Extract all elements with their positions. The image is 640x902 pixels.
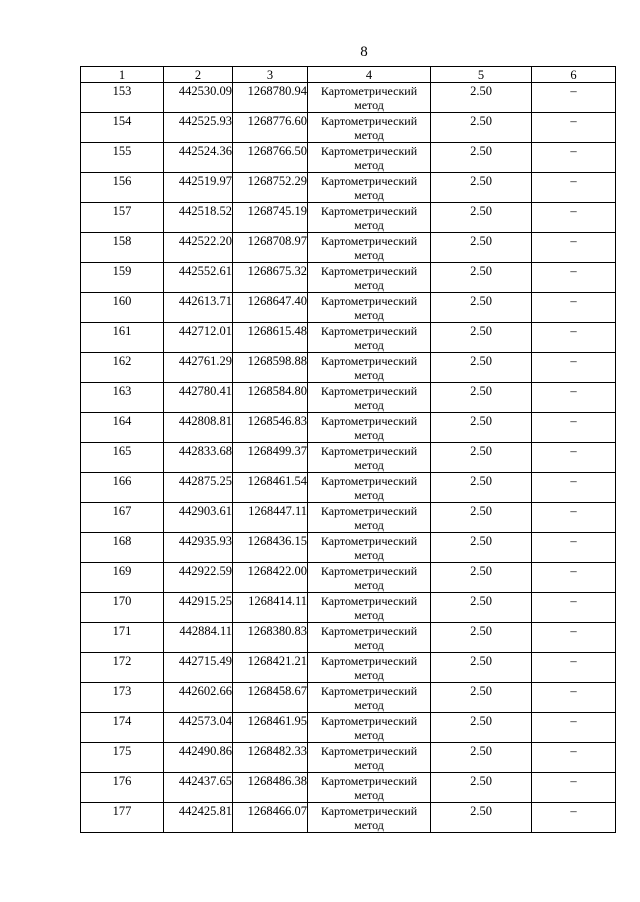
table-row: [81, 293, 616, 323]
accuracy-cell: 2.50: [431, 263, 532, 293]
description-cell: –: [532, 743, 616, 773]
x-coordinate-cell: 442761.29: [164, 353, 233, 383]
y-coordinate-cell: 1268780.94: [233, 83, 308, 113]
table-row: [81, 443, 616, 473]
point-number-cell: 177: [81, 803, 164, 833]
y-coordinate-cell: 1268752.29: [233, 173, 308, 203]
y-coordinate-cell: 1268647.40: [233, 293, 308, 323]
x-coordinate-cell: 442712.01: [164, 323, 233, 353]
table-row: [81, 353, 616, 383]
y-coordinate-cell: 1268466.07: [233, 803, 308, 833]
point-number-cell: 164: [81, 413, 164, 443]
accuracy-cell: 2.50: [431, 563, 532, 593]
method-cell: Картометрический метод: [308, 143, 431, 173]
method-cell: Картометрический метод: [308, 323, 431, 353]
table-row: [81, 323, 616, 353]
point-number-cell: 173: [81, 683, 164, 713]
table-row: [81, 593, 616, 623]
method-cell: Картометрический метод: [308, 803, 431, 833]
description-cell: –: [532, 443, 616, 473]
accuracy-cell: 2.50: [431, 293, 532, 323]
point-number-cell: 162: [81, 353, 164, 383]
table-header-row: [81, 67, 616, 83]
y-coordinate-cell: 1268546.83: [233, 413, 308, 443]
accuracy-cell: 2.50: [431, 443, 532, 473]
description-cell: –: [532, 533, 616, 563]
description-cell: –: [532, 323, 616, 353]
page-number: 8: [360, 44, 368, 60]
description-cell: –: [532, 83, 616, 113]
x-coordinate-cell: 442833.68: [164, 443, 233, 473]
point-number-cell: 163: [81, 383, 164, 413]
x-coordinate-cell: 442613.71: [164, 293, 233, 323]
point-number-cell: 167: [81, 503, 164, 533]
x-coordinate-cell: 442437.65: [164, 773, 233, 803]
column-header-3: 3: [233, 67, 308, 83]
column-header-2: 2: [164, 67, 233, 83]
description-cell: –: [532, 143, 616, 173]
description-cell: –: [532, 413, 616, 443]
table-row: [81, 503, 616, 533]
point-number-cell: 158: [81, 233, 164, 263]
table-row: [81, 83, 616, 113]
x-coordinate-cell: 442552.61: [164, 263, 233, 293]
x-coordinate-cell: 442875.25: [164, 473, 233, 503]
table-row: [81, 533, 616, 563]
y-coordinate-cell: 1268422.00: [233, 563, 308, 593]
description-cell: –: [532, 173, 616, 203]
accuracy-cell: 2.50: [431, 473, 532, 503]
accuracy-cell: 2.50: [431, 773, 532, 803]
table-row: [81, 683, 616, 713]
method-cell: Картометрический метод: [308, 623, 431, 653]
point-number-cell: 165: [81, 443, 164, 473]
accuracy-cell: 2.50: [431, 383, 532, 413]
accuracy-cell: 2.50: [431, 413, 532, 443]
accuracy-cell: 2.50: [431, 143, 532, 173]
accuracy-cell: 2.50: [431, 203, 532, 233]
method-cell: Картометрический метод: [308, 533, 431, 563]
description-cell: –: [532, 773, 616, 803]
accuracy-cell: 2.50: [431, 623, 532, 653]
table-row: [81, 653, 616, 683]
y-coordinate-cell: 1268486.38: [233, 773, 308, 803]
description-cell: –: [532, 803, 616, 833]
point-number-cell: 157: [81, 203, 164, 233]
y-coordinate-cell: 1268421.21: [233, 653, 308, 683]
method-cell: Картометрический метод: [308, 83, 431, 113]
description-cell: –: [532, 653, 616, 683]
method-cell: Картометрический метод: [308, 593, 431, 623]
table-row: [81, 113, 616, 143]
method-cell: Картометрический метод: [308, 563, 431, 593]
method-cell: Картометрический метод: [308, 203, 431, 233]
method-cell: Картометрический метод: [308, 113, 431, 143]
x-coordinate-cell: 442602.66: [164, 683, 233, 713]
table-row: [81, 803, 616, 833]
table-row: [81, 413, 616, 443]
point-number-cell: 176: [81, 773, 164, 803]
point-number-cell: 159: [81, 263, 164, 293]
y-coordinate-cell: 1268776.60: [233, 113, 308, 143]
y-coordinate-cell: 1268461.54: [233, 473, 308, 503]
table-row: [81, 383, 616, 413]
description-cell: –: [532, 113, 616, 143]
table-row: [81, 563, 616, 593]
table-row: [81, 143, 616, 173]
accuracy-cell: 2.50: [431, 713, 532, 743]
y-coordinate-cell: 1268436.15: [233, 533, 308, 563]
table-body: [81, 83, 616, 833]
description-cell: –: [532, 713, 616, 743]
point-number-cell: 175: [81, 743, 164, 773]
x-coordinate-cell: 442808.81: [164, 413, 233, 443]
method-cell: Картометрический метод: [308, 653, 431, 683]
x-coordinate-cell: 442524.36: [164, 143, 233, 173]
accuracy-cell: 2.50: [431, 653, 532, 683]
table-row: [81, 743, 616, 773]
x-coordinate-cell: 442915.25: [164, 593, 233, 623]
x-coordinate-cell: 442780.41: [164, 383, 233, 413]
x-coordinate-cell: 442935.93: [164, 533, 233, 563]
column-header-4: 4: [308, 67, 431, 83]
y-coordinate-cell: 1268584.80: [233, 383, 308, 413]
y-coordinate-cell: 1268380.83: [233, 623, 308, 653]
column-header-6: 6: [532, 67, 616, 83]
method-cell: Картометрический метод: [308, 713, 431, 743]
description-cell: –: [532, 383, 616, 413]
description-cell: –: [532, 593, 616, 623]
method-cell: Картометрический метод: [308, 683, 431, 713]
x-coordinate-cell: 442530.09: [164, 83, 233, 113]
x-coordinate-cell: 442490.86: [164, 743, 233, 773]
point-number-cell: 170: [81, 593, 164, 623]
y-coordinate-cell: 1268766.50: [233, 143, 308, 173]
y-coordinate-cell: 1268461.95: [233, 713, 308, 743]
accuracy-cell: 2.50: [431, 353, 532, 383]
point-number-cell: 168: [81, 533, 164, 563]
y-coordinate-cell: 1268675.32: [233, 263, 308, 293]
method-cell: Картометрический метод: [308, 743, 431, 773]
x-coordinate-cell: 442715.49: [164, 653, 233, 683]
table-row: [81, 773, 616, 803]
accuracy-cell: 2.50: [431, 503, 532, 533]
accuracy-cell: 2.50: [431, 113, 532, 143]
y-coordinate-cell: 1268598.88: [233, 353, 308, 383]
coordinates-table: [80, 66, 616, 833]
y-coordinate-cell: 1268499.37: [233, 443, 308, 473]
x-coordinate-cell: 442573.04: [164, 713, 233, 743]
method-cell: Картометрический метод: [308, 353, 431, 383]
description-cell: –: [532, 233, 616, 263]
y-coordinate-cell: 1268447.11: [233, 503, 308, 533]
description-cell: –: [532, 503, 616, 533]
method-cell: Картометрический метод: [308, 263, 431, 293]
x-coordinate-cell: 442903.61: [164, 503, 233, 533]
method-cell: Картометрический метод: [308, 173, 431, 203]
table-row: [81, 623, 616, 653]
x-coordinate-cell: 442922.59: [164, 563, 233, 593]
y-coordinate-cell: 1268615.48: [233, 323, 308, 353]
point-number-cell: 155: [81, 143, 164, 173]
accuracy-cell: 2.50: [431, 173, 532, 203]
method-cell: Картометрический метод: [308, 233, 431, 263]
x-coordinate-cell: 442525.93: [164, 113, 233, 143]
point-number-cell: 154: [81, 113, 164, 143]
description-cell: –: [532, 263, 616, 293]
x-coordinate-cell: 442518.52: [164, 203, 233, 233]
point-number-cell: 160: [81, 293, 164, 323]
description-cell: –: [532, 473, 616, 503]
table-row: [81, 233, 616, 263]
description-cell: –: [532, 563, 616, 593]
description-cell: –: [532, 293, 616, 323]
table-row: [81, 173, 616, 203]
accuracy-cell: 2.50: [431, 233, 532, 263]
description-cell: –: [532, 353, 616, 383]
accuracy-cell: 2.50: [431, 803, 532, 833]
point-number-cell: 174: [81, 713, 164, 743]
table-row: [81, 473, 616, 503]
column-header-1: 1: [81, 67, 164, 83]
description-cell: –: [532, 683, 616, 713]
x-coordinate-cell: 442425.81: [164, 803, 233, 833]
accuracy-cell: 2.50: [431, 743, 532, 773]
point-number-cell: 156: [81, 173, 164, 203]
method-cell: Картометрический метод: [308, 293, 431, 323]
method-cell: Картометрический метод: [308, 503, 431, 533]
accuracy-cell: 2.50: [431, 683, 532, 713]
description-cell: –: [532, 623, 616, 653]
point-number-cell: 172: [81, 653, 164, 683]
y-coordinate-cell: 1268414.11: [233, 593, 308, 623]
accuracy-cell: 2.50: [431, 323, 532, 353]
description-cell: –: [532, 203, 616, 233]
table-row: [81, 263, 616, 293]
method-cell: Картометрический метод: [308, 773, 431, 803]
method-cell: Картометрический метод: [308, 473, 431, 503]
x-coordinate-cell: 442884.11: [164, 623, 233, 653]
y-coordinate-cell: 1268708.97: [233, 233, 308, 263]
method-cell: Картометрический метод: [308, 443, 431, 473]
table-row: [81, 713, 616, 743]
point-number-cell: 153: [81, 83, 164, 113]
point-number-cell: 169: [81, 563, 164, 593]
x-coordinate-cell: 442522.20: [164, 233, 233, 263]
method-cell: Картометрический метод: [308, 383, 431, 413]
point-number-cell: 171: [81, 623, 164, 653]
method-cell: Картометрический метод: [308, 413, 431, 443]
y-coordinate-cell: 1268458.67: [233, 683, 308, 713]
point-number-cell: 166: [81, 473, 164, 503]
accuracy-cell: 2.50: [431, 533, 532, 563]
table-row: [81, 203, 616, 233]
y-coordinate-cell: 1268745.19: [233, 203, 308, 233]
point-number-cell: 161: [81, 323, 164, 353]
accuracy-cell: 2.50: [431, 593, 532, 623]
x-coordinate-cell: 442519.97: [164, 173, 233, 203]
column-header-5: 5: [431, 67, 532, 83]
y-coordinate-cell: 1268482.33: [233, 743, 308, 773]
accuracy-cell: 2.50: [431, 83, 532, 113]
